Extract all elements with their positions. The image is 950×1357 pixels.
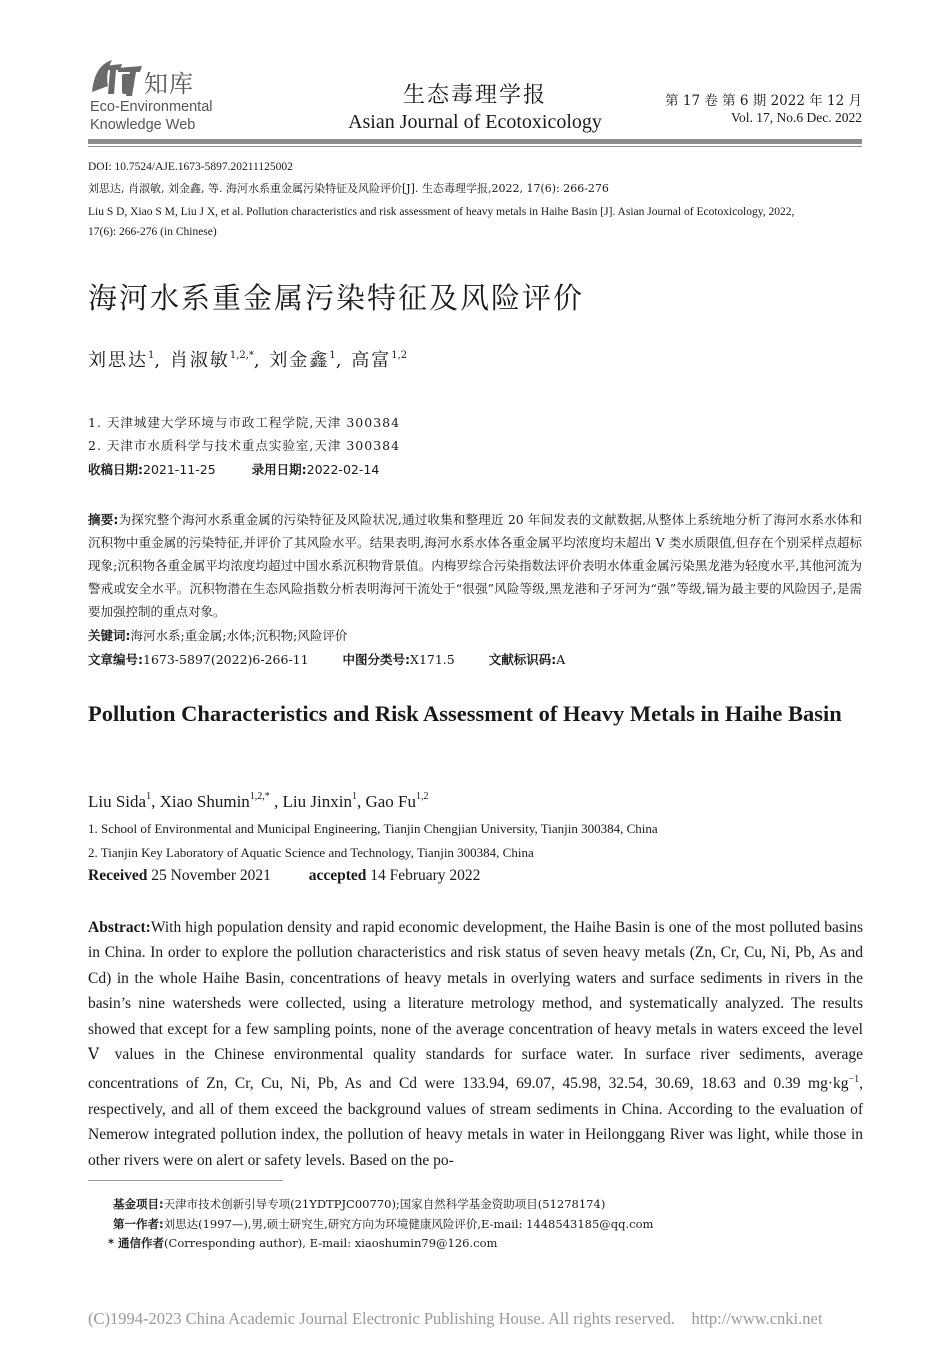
received-date-cn: 2021-11-25 xyxy=(143,462,216,477)
author-cn-sup: 1 xyxy=(329,350,336,361)
citation-cn: 刘思达, 肖淑敏, 刘金鑫, 等. 海河水系重金属污染特征及风险评价[J]. 生态毒理学报,2022, 17(6): 266-276 xyxy=(88,182,609,195)
artno-value: 1673-5897(2022)6-266-11 xyxy=(143,652,309,667)
author-cn-name: 肖淑敏 xyxy=(169,350,230,371)
fund-text: 天津市技术创新引导专项(21YDTPJC00770);国家自然科学基金资助项目(51278174) xyxy=(163,1197,606,1211)
copyright-watermark: (C)1994-2023 China Academic Journal Electronic Publishing House. All rights reserved. http://www.cnki.net xyxy=(88,1309,823,1328)
author-cn-name: 刘金鑫 xyxy=(269,350,330,371)
keywords-text-cn: 海河水系;重金属;水体;沉积物;风险评价 xyxy=(130,628,348,643)
author-cn-sup: 1,2 xyxy=(391,350,408,361)
doc-code-value: A xyxy=(556,652,566,667)
article-title-cn: 海河水系重金属污染特征及风险评价 xyxy=(88,281,585,315)
author-cn-name: 刘思达 xyxy=(88,350,148,371)
affiliation-cn-2: 2. 天津市水质科学与技术重点实验室,天津 300384 xyxy=(88,438,401,453)
affiliation-en-1: 1. School of Environmental and Municipal Engineering, Tianjin Chengjian University, Tianjin 300384, China xyxy=(88,821,658,836)
logo-cn-text: 知库 xyxy=(144,70,194,98)
author-en-name: Gao Fu xyxy=(365,792,416,811)
abstract-label-cn: 摘要: xyxy=(88,512,119,527)
accepted-label-en: accepted xyxy=(308,867,367,884)
journal-logo xyxy=(88,54,258,136)
fund-label: 基金项目: xyxy=(113,1197,164,1211)
author-cn-sup: 1 xyxy=(148,350,155,361)
accepted-date-en: 14 February 2022 xyxy=(370,867,481,884)
keywords-label-cn: 关键词: xyxy=(88,628,131,643)
abstract-en xyxy=(88,915,863,1173)
logo-en-line1: Eco-Environmental xyxy=(90,99,213,115)
first-author-text: 刘思达(1997—),男,硕士研究生,研究方向为环境健康风险评价,E-mail: 1448543185@qq.com xyxy=(163,1217,654,1231)
journal-title-cn: 生态毒理学报 xyxy=(402,83,547,108)
header-rule-thin xyxy=(88,146,862,147)
clc-value: X171.5 xyxy=(410,652,455,667)
footnote-first-author xyxy=(113,1216,653,1232)
footnote-corresponding xyxy=(108,1235,497,1251)
citation-en-line2: 17(6): 266-276 (in Chinese) xyxy=(88,226,217,238)
clc-label: 中图分类号: xyxy=(342,652,411,667)
doc-code-label: 文献标识码: xyxy=(488,652,557,667)
article-title-en: Pollution Characteristics and Risk Assessment of Heavy Metals in Haihe Basin xyxy=(88,701,842,726)
footnote-fund xyxy=(113,1196,605,1212)
dates-en xyxy=(88,867,480,885)
logo-en-line2: Knowledge Web xyxy=(90,117,196,133)
abstract-text-en-part1: With high population density and rapid economic development, the Haihe Basin is one of the most polluted basins in China. In order to explore the pollution characteristics and risk status of seven heavy metals (Zn, Cr, Cu, Ni, Pb, As and Cd) in the whole Haihe Basin, concentrations of heavy metals in overlying waters and surface sediments in rivers in the basin’s nine watersheds were collected, using a literature metrology method, and systematically analyzed. The results showed that except for a few sampling points, none of the average concentration of heavy metals in waters exceed the level Ⅴ values in the Chinese environmental quality standards for surface water. In surface river sediments, average concentrations of Zn, Cr, Cu, Ni, Pb, As and Cd were 133.94, 69.07, 45.98, 32.54, 30.69, 18.63 and 0.39 mg·kg xyxy=(88,919,863,1093)
affiliation-cn-1: 1. 天津城建大学环境与市政工程学院,天津 300384 xyxy=(88,415,401,430)
abstract-label-en: Abstract: xyxy=(88,919,151,936)
abstract-text-en-part2: , respectively, and all of them exceed the background values of stream sediments in China. According to the evaluation of Nemerow integrated pollution index, the pollution of heavy metals in water in Heilonggang River was light, while those in other rivers were on alert or safety levels. Based on the po- xyxy=(88,1075,863,1169)
author-en-sup: 1 xyxy=(146,791,152,802)
journal-title-en: Asian Journal of Ecotoxicology xyxy=(348,111,602,133)
header-rule-thick xyxy=(88,139,862,144)
author-cn-sup: 1,2,* xyxy=(229,350,254,361)
first-author-label: 第一作者: xyxy=(113,1217,164,1231)
author-cn-name: 高富 xyxy=(351,350,392,371)
article-info-cn xyxy=(88,650,565,668)
doi-line: DOI: 10.7524/AJE.1673-5897.20211125002 xyxy=(88,161,293,173)
accepted-label-cn: 录用日期: xyxy=(251,462,307,477)
received-label-en: Received xyxy=(88,867,148,884)
abstract-cn xyxy=(88,508,862,623)
authors-cn: 刘思达$^1$, 肖淑敏$^{1,2,*}$, 刘金鑫$^1$, 高富$^{1,2}$ xyxy=(88,350,408,371)
accepted-date-cn: 2022-02-14 xyxy=(306,462,380,477)
affiliation-en-2: 2. Tianjin Key Laboratory of Aquatic Science and Technology, Tianjin 300384, China xyxy=(88,845,534,860)
abstract-text-cn: 为探究整个海河水系重金属的污染特征及风险状况,通过收集和整理近 20 年间发表的文献数据,从整体上系统地分析了海河水系水体和沉积物中重金属的污染特征,并评价了其风险水平。结果表明,海河水系水体各重金属平均浓度均未超出 V 类水质限值,但存在个别采样点超标现象;沉积物各重金属平均浓度均超过中国水系沉积物背景值。内梅罗综合污染指数法评价表明水体重金属污染黑龙港为轻度水平,其他河流为警戒或安全水平。沉积物潜在生态风险指数分析表明海河干流处于“很强”风险等级,黑龙港和子牙河为“强”等级,镉为最主要的风险因子,是需要加强控制的重点对象。 xyxy=(88,512,863,619)
received-date-en: 25 November 2021 xyxy=(151,867,271,884)
author-en-sup: 1 xyxy=(351,791,357,802)
author-en-name: Xiao Shumin xyxy=(159,792,250,811)
artno-label: 文章编号: xyxy=(88,652,143,667)
footnote-rule xyxy=(88,1180,283,1181)
corr-label: * 通信作者 xyxy=(108,1236,165,1250)
volume-info-cn: 第 17 卷 第 6 期 2022 年 12 月 xyxy=(665,93,862,109)
citation-en-line1: Liu S D, Xiao S M, Liu J X, et al. Pollution characteristics and risk assessment of heavy metals in Haihe Basin [J]. Asian Journal of Ecotoxicology, 2022, xyxy=(88,206,795,218)
author-en-name: Liu Sida xyxy=(88,792,147,811)
author-en-sup: 1,2,* xyxy=(249,791,270,802)
abstract-unit-sup: −1 xyxy=(848,1074,860,1086)
author-en-sup: 1,2 xyxy=(416,791,429,802)
keywords-cn xyxy=(88,626,347,644)
dates-cn xyxy=(88,460,379,478)
volume-info-en: Vol. 17, No.6 Dec. 2022 xyxy=(731,110,862,125)
authors-en: Liu Sida$^1$, Xiao Shumin$^{1,2,*}$ , Liu Jinxin$^1$, Gao Fu$^{1,2}$ xyxy=(88,791,429,811)
received-label-cn: 收稿日期: xyxy=(88,462,143,477)
corr-text: (Corresponding author), E-mail: xiaoshumin79@126.com xyxy=(164,1236,498,1250)
author-en-name: Liu Jinxin xyxy=(282,792,352,811)
